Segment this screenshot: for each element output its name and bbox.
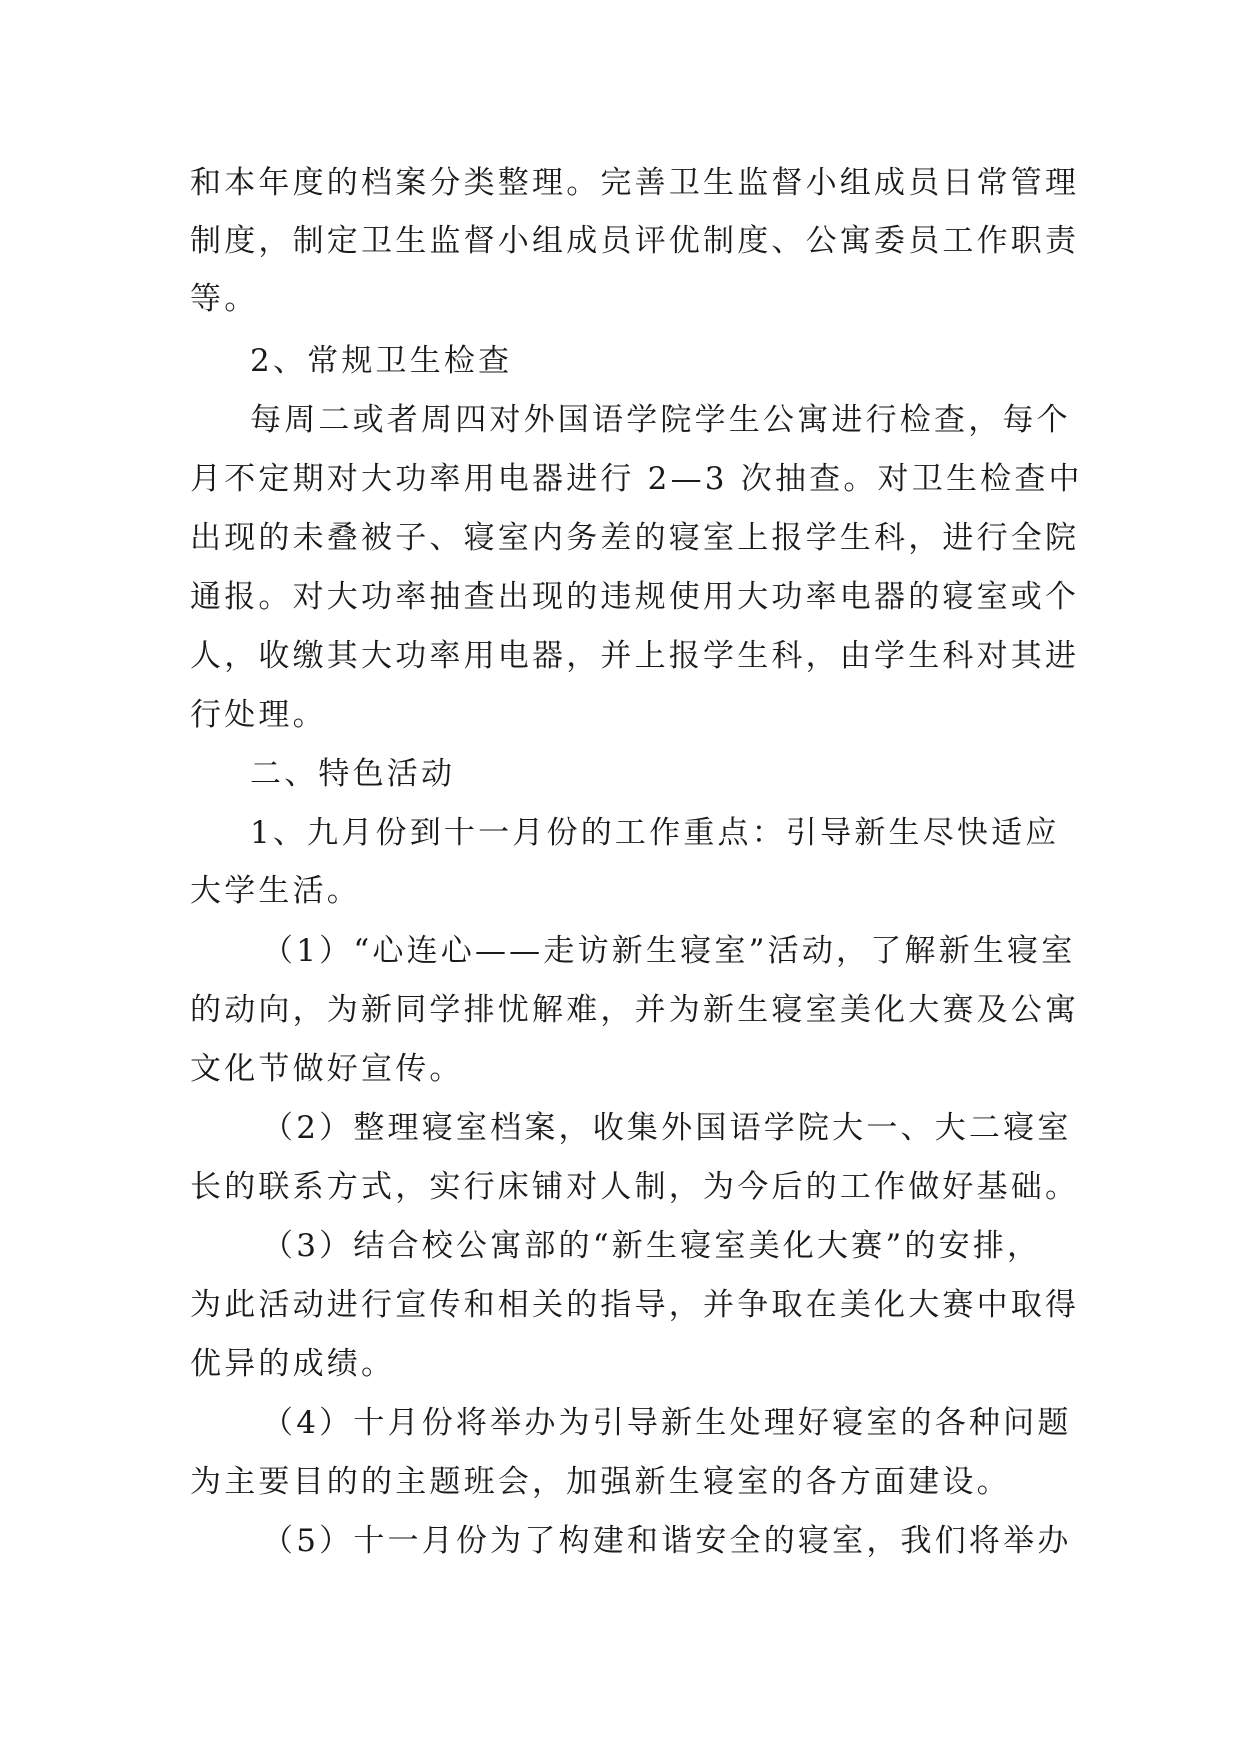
section-heading: 2、常规卫生检查 (250, 343, 513, 379)
text-line: 制度，制定卫生监督小组成员评优制度、公寓委员工作职责 (190, 223, 1080, 259)
text-line: 长的联系方式，实行床铺对人制，为今后的工作做好基础。 (190, 1169, 1080, 1205)
text-line: 人，收缴其大功率用电器，并上报学生科，由学生科对其进 (190, 638, 1080, 674)
text-line: 为主要目的的主题班会，加强新生寝室的各方面建设。 (190, 1464, 1011, 1500)
text-line: 优异的成绩。 (190, 1346, 396, 1382)
text-line: 通报。对大功率抽查出现的违规使用大功率电器的寝室或个 (190, 579, 1080, 615)
text-line: 每周二或者周四对外国语学院学生公寓进行检查，每个 (250, 402, 1071, 438)
text-line: （1）“心连心——走访新生寝室”活动，了解新生寝室 (262, 933, 1076, 969)
text-line: 大学生活。 (190, 873, 361, 909)
text-line: （4）十月份将举办为引导新生处理好寝室的各种问题 (262, 1405, 1072, 1441)
text-line: 出现的未叠被子、寝室内务差的寝室上报学生科，进行全院 (190, 520, 1080, 556)
text-line: 和本年度的档案分类整理。完善卫生监督小组成员日常管理 (190, 165, 1080, 201)
text-line: 等。 (190, 281, 259, 317)
text-line: 的动向，为新同学排忧解难，并为新生寝室美化大赛及公寓 (190, 992, 1080, 1028)
text-line: 月不定期对大功率用电器进行 2—3 次抽查。对卫生检查中 (190, 461, 1083, 497)
section-heading: 二、特色活动 (250, 756, 456, 792)
text-line: （3）结合校公寓部的“新生寝室美化大赛”的安排， (262, 1228, 1042, 1264)
text-line: 行处理。 (190, 697, 327, 733)
text-line: （2）整理寝室档案，收集外国语学院大一、大二寝室 (262, 1110, 1072, 1146)
text-line: 1、九月份到十一月份的工作重点：引导新生尽快适应 (250, 815, 1060, 851)
text-line: （5）十一月份为了构建和谐安全的寝室，我们将举办 (262, 1523, 1072, 1559)
text-line: 文化节做好宣传。 (190, 1051, 464, 1087)
text-line: 为此活动进行宣传和相关的指导，并争取在美化大赛中取得 (190, 1287, 1080, 1323)
